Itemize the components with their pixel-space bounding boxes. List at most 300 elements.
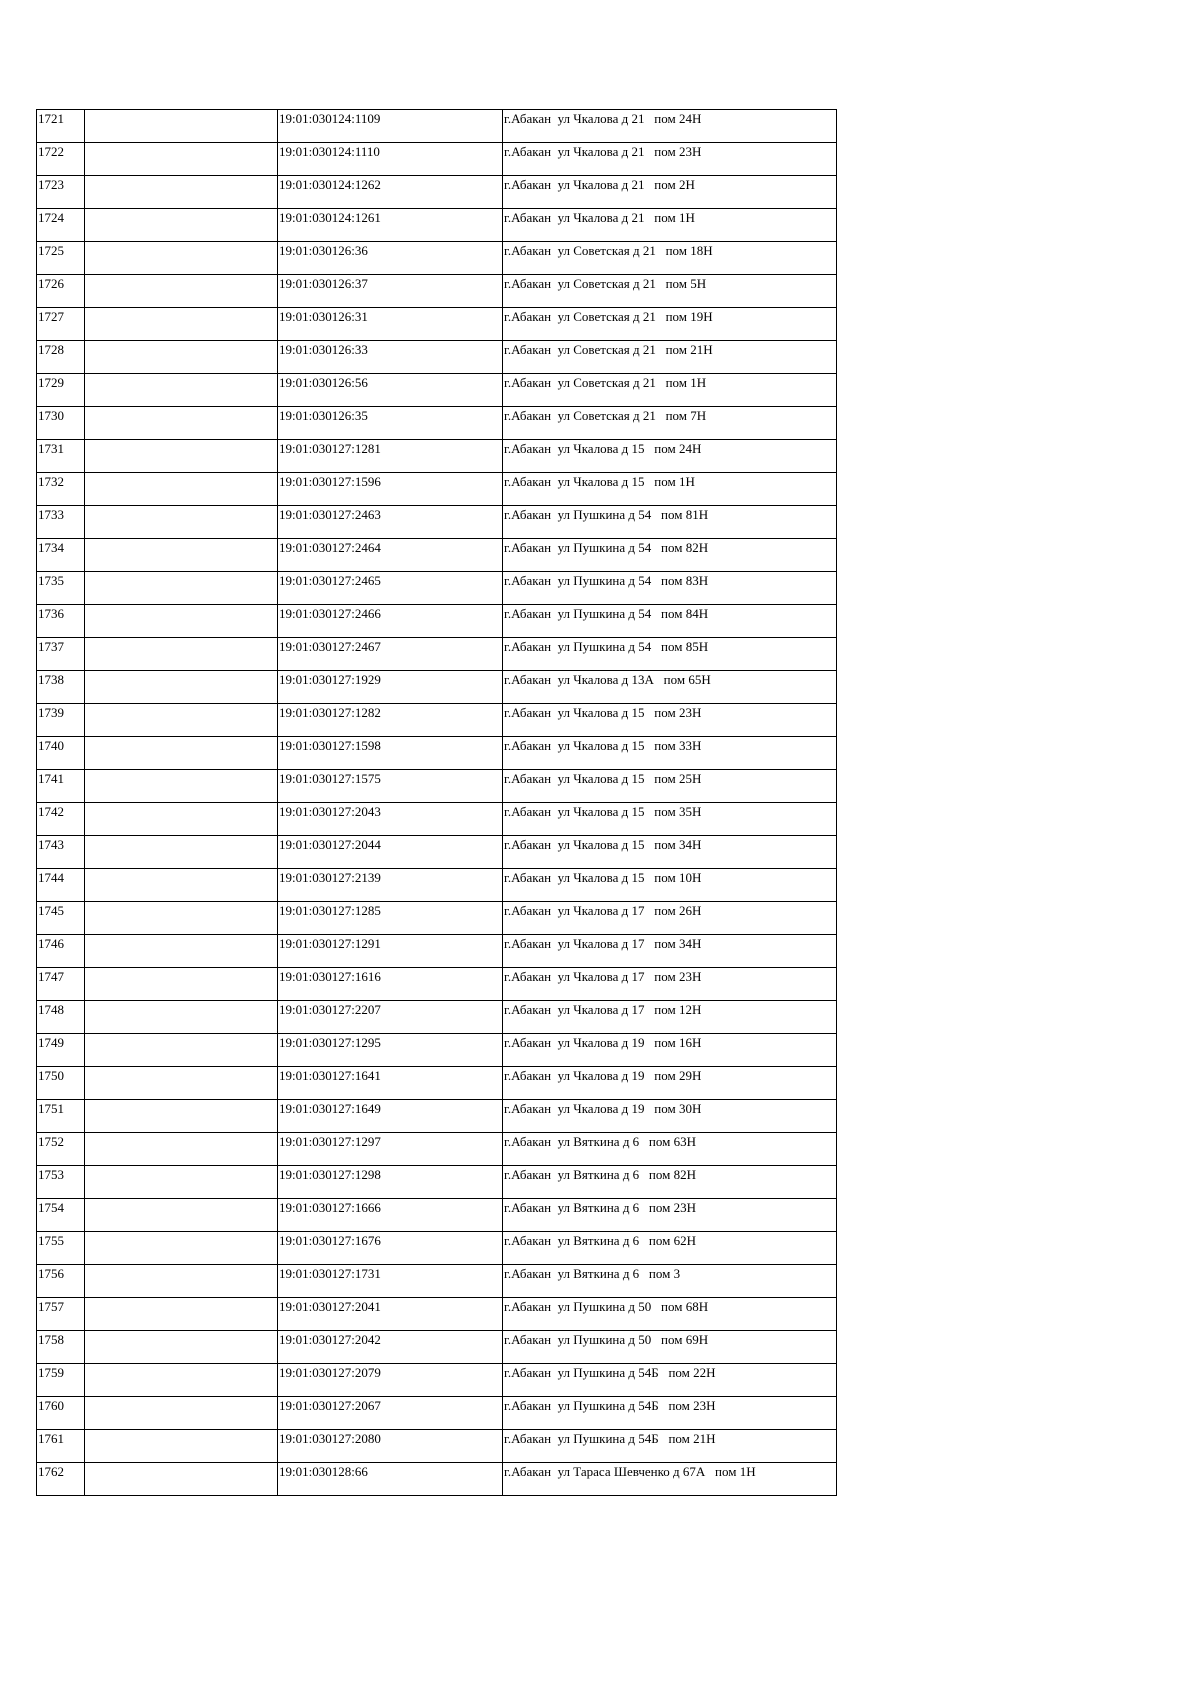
table-row [37,341,837,374]
row-number-text: 1752 [38,1134,64,1149]
row-number-cell [37,869,85,902]
empty-cell [85,1430,278,1463]
cadastral-number-text: 19:01:030127:2466 [279,606,381,621]
cadastral-number-cell [278,737,503,770]
address-cell [503,1166,837,1199]
address-text: г.Абакан ул Пушкина д 54 пом 83Н [504,573,709,588]
row-number-cell [37,374,85,407]
row-number-text: 1744 [38,870,64,885]
cadastral-number-text: 19:01:030127:2464 [279,540,381,555]
empty-cell [85,176,278,209]
empty-cell [85,1397,278,1430]
empty-cell [85,737,278,770]
row-number-text: 1756 [38,1266,64,1281]
cadastral-number-cell [278,143,503,176]
cadastral-number-cell [278,638,503,671]
cadastral-number-text: 19:01:030127:1676 [279,1233,381,1248]
empty-cell [85,605,278,638]
address-text: г.Абакан ул Пушкина д 54Б пом 21Н [504,1431,716,1446]
address-cell [503,1100,837,1133]
empty-cell [85,374,278,407]
address-cell [503,1463,837,1496]
address-text: г.Абакан ул Чкалова д 17 пом 26Н [504,903,702,918]
cadastral-number-text: 19:01:030127:1575 [279,771,381,786]
row-number-cell [37,638,85,671]
empty-cell [85,1364,278,1397]
address-cell [503,1364,837,1397]
row-number-cell [37,1100,85,1133]
address-text: г.Абакан ул Чкалова д 21 пом 2Н [504,177,695,192]
address-text: г.Абакан ул Чкалова д 19 пом 16Н [504,1035,702,1050]
cadastral-number-cell [278,671,503,704]
row-number-cell [37,110,85,143]
empty-cell [85,572,278,605]
table-row [37,473,837,506]
address-text: г.Абакан ул Советская д 21 пом 7Н [504,408,707,423]
address-text: г.Абакан ул Советская д 21 пом 18Н [504,243,713,258]
table-row [37,275,837,308]
address-cell [503,275,837,308]
table-row [37,242,837,275]
row-number-cell [37,704,85,737]
empty-cell [85,1265,278,1298]
address-text: г.Абакан ул Тараса Шевченко д 67А пом 1Н [504,1464,756,1479]
table-row [37,1397,837,1430]
row-number-text: 1761 [38,1431,64,1446]
table-row [37,374,837,407]
row-number-text: 1755 [38,1233,64,1248]
cadastral-number-text: 19:01:030124:1110 [279,144,380,159]
address-cell [503,440,837,473]
table-row [37,1298,837,1331]
address-cell [503,671,837,704]
address-cell [503,1265,837,1298]
table-row [37,1034,837,1067]
row-number-text: 1731 [38,441,64,456]
row-number-text: 1735 [38,573,64,588]
cadastral-number-text: 19:01:030127:1649 [279,1101,381,1116]
empty-cell [85,143,278,176]
address-text: г.Абакан ул Чкалова д 15 пом 24Н [504,441,702,456]
empty-cell [85,1034,278,1067]
table-row [37,143,837,176]
table-row [37,968,837,1001]
row-number-cell [37,1067,85,1100]
property-table-body [37,110,837,1496]
cadastral-number-text: 19:01:030127:2080 [279,1431,381,1446]
table-row [37,836,837,869]
address-cell [503,1034,837,1067]
row-number-cell [37,209,85,242]
address-cell [503,1397,837,1430]
address-cell [503,308,837,341]
row-number-text: 1748 [38,1002,64,1017]
cadastral-number-text: 19:01:030127:2044 [279,837,381,852]
row-number-text: 1732 [38,474,64,489]
row-number-cell [37,143,85,176]
empty-cell [85,110,278,143]
row-number-text: 1760 [38,1398,64,1413]
row-number-cell [37,1265,85,1298]
cadastral-number-text: 19:01:030124:1262 [279,177,381,192]
address-text: г.Абакан ул Чкалова д 15 пом 35Н [504,804,702,819]
cadastral-number-cell [278,275,503,308]
row-number-text: 1740 [38,738,64,753]
empty-cell [85,539,278,572]
address-cell [503,341,837,374]
cadastral-number-cell [278,341,503,374]
row-number-text: 1725 [38,243,64,258]
cadastral-number-cell [278,836,503,869]
row-number-text: 1746 [38,936,64,951]
address-text: г.Абакан ул Чкалова д 17 пом 34Н [504,936,702,951]
table-row [37,539,837,572]
address-cell [503,1232,837,1265]
address-text: г.Абакан ул Чкалова д 17 пом 23Н [504,969,702,984]
address-text: г.Абакан ул Пушкина д 54Б пом 23Н [504,1398,716,1413]
address-cell [503,935,837,968]
row-number-text: 1723 [38,177,64,192]
address-cell [503,572,837,605]
property-table [36,109,837,1496]
cadastral-number-text: 19:01:030127:2043 [279,804,381,819]
table-row [37,209,837,242]
empty-cell [85,671,278,704]
cadastral-number-cell [278,242,503,275]
address-text: г.Абакан ул Чкалова д 15 пом 34Н [504,837,702,852]
row-number-text: 1730 [38,408,64,423]
cadastral-number-text: 19:01:030127:2067 [279,1398,381,1413]
address-text: г.Абакан ул Чкалова д 17 пом 12Н [504,1002,702,1017]
empty-cell [85,242,278,275]
table-row [37,638,837,671]
row-number-cell [37,1199,85,1232]
cadastral-number-cell [278,803,503,836]
address-cell [503,1298,837,1331]
table-row [37,110,837,143]
table-row [37,803,837,836]
cadastral-number-text: 19:01:030127:1282 [279,705,381,720]
cadastral-number-text: 19:01:030127:2041 [279,1299,381,1314]
cadastral-number-cell [278,1364,503,1397]
cadastral-number-cell [278,176,503,209]
row-number-text: 1739 [38,705,64,720]
cadastral-number-text: 19:01:030126:35 [279,408,368,423]
row-number-cell [37,473,85,506]
cadastral-number-cell [278,1067,503,1100]
cadastral-number-cell [278,770,503,803]
row-number-cell [37,770,85,803]
empty-cell [85,836,278,869]
address-text: г.Абакан ул Пушкина д 50 пом 69Н [504,1332,709,1347]
table-row [37,770,837,803]
row-number-text: 1745 [38,903,64,918]
table-row [37,572,837,605]
row-number-text: 1751 [38,1101,64,1116]
cadastral-number-cell [278,440,503,473]
table-row [37,869,837,902]
row-number-cell [37,1298,85,1331]
address-cell [503,737,837,770]
table-row [37,1463,837,1496]
cadastral-number-text: 19:01:030127:1929 [279,672,381,687]
cadastral-number-text: 19:01:030127:1295 [279,1035,381,1050]
cadastral-number-text: 19:01:030127:2042 [279,1332,381,1347]
table-row [37,407,837,440]
address-text: г.Абакан ул Пушкина д 54 пом 81Н [504,507,709,522]
cadastral-number-text: 19:01:030126:36 [279,243,368,258]
table-row [37,605,837,638]
cadastral-number-text: 19:01:030127:2465 [279,573,381,588]
cadastral-number-cell [278,1100,503,1133]
table-row [37,176,837,209]
cadastral-number-cell [278,902,503,935]
cadastral-number-text: 19:01:030126:33 [279,342,368,357]
address-cell [503,902,837,935]
address-cell [503,638,837,671]
row-number-cell [37,539,85,572]
cadastral-number-cell [278,473,503,506]
row-number-text: 1736 [38,606,64,621]
cadastral-number-cell [278,1331,503,1364]
empty-cell [85,704,278,737]
address-text: г.Абакан ул Пушкина д 54Б пом 22Н [504,1365,716,1380]
address-text: г.Абакан ул Советская д 21 пом 5Н [504,276,707,291]
empty-cell [85,1001,278,1034]
cadastral-number-cell [278,374,503,407]
table-row [37,737,837,770]
cadastral-number-cell [278,209,503,242]
address-text: г.Абакан ул Вяткина д 6 пом 23Н [504,1200,697,1215]
row-number-cell [37,1397,85,1430]
table-row [37,1331,837,1364]
address-cell [503,968,837,1001]
cadastral-number-cell [278,407,503,440]
address-cell [503,374,837,407]
cadastral-number-text: 19:01:030127:1596 [279,474,381,489]
row-number-text: 1738 [38,672,64,687]
empty-cell [85,1298,278,1331]
row-number-text: 1759 [38,1365,64,1380]
cadastral-number-cell [278,506,503,539]
address-cell [503,209,837,242]
table-row [37,440,837,473]
address-cell [503,407,837,440]
cadastral-number-text: 19:01:030127:1598 [279,738,381,753]
row-number-cell [37,1364,85,1397]
empty-cell [85,209,278,242]
empty-cell [85,902,278,935]
address-text: г.Абакан ул Вяткина д 6 пом 62Н [504,1233,697,1248]
empty-cell [85,1133,278,1166]
row-number-cell [37,1331,85,1364]
empty-cell [85,308,278,341]
cadastral-number-text: 19:01:030127:1291 [279,936,381,951]
address-text: г.Абакан ул Пушкина д 50 пом 68Н [504,1299,709,1314]
table-row [37,935,837,968]
address-text: г.Абакан ул Чкалова д 15 пом 23Н [504,705,702,720]
empty-cell [85,1067,278,1100]
cadastral-number-text: 19:01:030127:2207 [279,1002,381,1017]
cadastral-number-text: 19:01:030127:1616 [279,969,381,984]
cadastral-number-text: 19:01:030127:1666 [279,1200,381,1215]
table-row [37,1364,837,1397]
address-cell [503,143,837,176]
row-number-cell [37,440,85,473]
row-number-cell [37,506,85,539]
row-number-cell [37,671,85,704]
empty-cell [85,770,278,803]
empty-cell [85,440,278,473]
cadastral-number-cell [278,1034,503,1067]
row-number-text: 1737 [38,639,64,654]
address-text: г.Абакан ул Советская д 21 пом 19Н [504,309,713,324]
row-number-text: 1728 [38,342,64,357]
empty-cell [85,1463,278,1496]
address-cell [503,473,837,506]
address-cell [503,242,837,275]
row-number-text: 1724 [38,210,64,225]
row-number-text: 1747 [38,969,64,984]
address-cell [503,1199,837,1232]
address-cell [503,176,837,209]
address-text: г.Абакан ул Чкалова д 15 пом 33Н [504,738,702,753]
row-number-text: 1734 [38,540,64,555]
address-text: г.Абакан ул Вяткина д 6 пом 82Н [504,1167,697,1182]
address-text: г.Абакан ул Советская д 21 пом 1Н [504,375,707,390]
address-text: г.Абакан ул Чкалова д 15 пом 1Н [504,474,695,489]
table-row [37,1166,837,1199]
cadastral-number-cell [278,968,503,1001]
address-cell [503,869,837,902]
empty-cell [85,275,278,308]
cadastral-number-cell [278,1166,503,1199]
table-row [37,1067,837,1100]
table-row [37,506,837,539]
cadastral-number-cell [278,1199,503,1232]
row-number-cell [37,242,85,275]
table-row [37,902,837,935]
cadastral-number-text: 19:01:030126:37 [279,276,368,291]
address-cell [503,1067,837,1100]
cadastral-number-text: 19:01:030127:2079 [279,1365,381,1380]
row-number-text: 1721 [38,111,64,126]
table-row [37,1430,837,1463]
table-row [37,1265,837,1298]
address-cell [503,803,837,836]
address-text: г.Абакан ул Чкалова д 15 пом 10Н [504,870,702,885]
row-number-cell [37,1463,85,1496]
cadastral-number-cell [278,1430,503,1463]
table-row [37,1001,837,1034]
address-cell [503,506,837,539]
row-number-cell [37,1166,85,1199]
row-number-cell [37,1430,85,1463]
row-number-cell [37,1232,85,1265]
row-number-cell [37,407,85,440]
address-text: г.Абакан ул Чкалова д 21 пом 24Н [504,111,702,126]
table-row [37,704,837,737]
row-number-cell [37,341,85,374]
address-cell [503,605,837,638]
row-number-cell [37,803,85,836]
cadastral-number-cell [278,1001,503,1034]
row-number-cell [37,572,85,605]
cadastral-number-text: 19:01:030127:1281 [279,441,381,456]
address-cell [503,539,837,572]
row-number-text: 1749 [38,1035,64,1050]
cadastral-number-cell [278,1397,503,1430]
cadastral-number-cell [278,539,503,572]
table-row [37,1232,837,1265]
cadastral-number-cell [278,110,503,143]
cadastral-number-text: 19:01:030127:1731 [279,1266,381,1281]
address-text: г.Абакан ул Пушкина д 54 пом 85Н [504,639,709,654]
empty-cell [85,803,278,836]
cadastral-number-cell [278,1298,503,1331]
empty-cell [85,1199,278,1232]
empty-cell [85,407,278,440]
row-number-cell [37,1001,85,1034]
address-text: г.Абакан ул Чкалова д 13А пом 65Н [504,672,711,687]
row-number-text: 1758 [38,1332,64,1347]
cadastral-number-cell [278,1463,503,1496]
cadastral-number-cell [278,605,503,638]
cadastral-number-text: 19:01:030126:56 [279,375,368,390]
empty-cell [85,1331,278,1364]
address-cell [503,1133,837,1166]
row-number-text: 1726 [38,276,64,291]
address-text: г.Абакан ул Чкалова д 19 пом 30Н [504,1101,702,1116]
cadastral-number-cell [278,869,503,902]
cadastral-number-cell [278,1133,503,1166]
cadastral-number-cell [278,1265,503,1298]
cadastral-number-text: 19:01:030127:1641 [279,1068,381,1083]
address-text: г.Абакан ул Чкалова д 21 пом 23Н [504,144,702,159]
empty-cell [85,506,278,539]
address-cell [503,1430,837,1463]
cadastral-number-text: 19:01:030127:1285 [279,903,381,918]
address-cell [503,704,837,737]
row-number-cell [37,1133,85,1166]
row-number-text: 1722 [38,144,64,159]
table-row [37,1133,837,1166]
cadastral-number-cell [278,704,503,737]
row-number-text: 1743 [38,837,64,852]
cadastral-number-text: 19:01:030127:1298 [279,1167,381,1182]
cadastral-number-text: 19:01:030126:31 [279,309,368,324]
row-number-text: 1762 [38,1464,64,1479]
address-cell [503,836,837,869]
cadastral-number-text: 19:01:030128:66 [279,1464,368,1479]
row-number-cell [37,605,85,638]
cadastral-number-text: 19:01:030124:1261 [279,210,381,225]
empty-cell [85,869,278,902]
empty-cell [85,1100,278,1133]
address-text: г.Абакан ул Чкалова д 15 пом 25Н [504,771,702,786]
empty-cell [85,341,278,374]
row-number-cell [37,968,85,1001]
empty-cell [85,473,278,506]
address-text: г.Абакан ул Пушкина д 54 пом 82Н [504,540,709,555]
table-row [37,308,837,341]
cadastral-number-text: 19:01:030124:1109 [279,111,381,126]
cadastral-number-cell [278,308,503,341]
address-cell [503,1331,837,1364]
row-number-cell [37,275,85,308]
row-number-cell [37,737,85,770]
empty-cell [85,968,278,1001]
